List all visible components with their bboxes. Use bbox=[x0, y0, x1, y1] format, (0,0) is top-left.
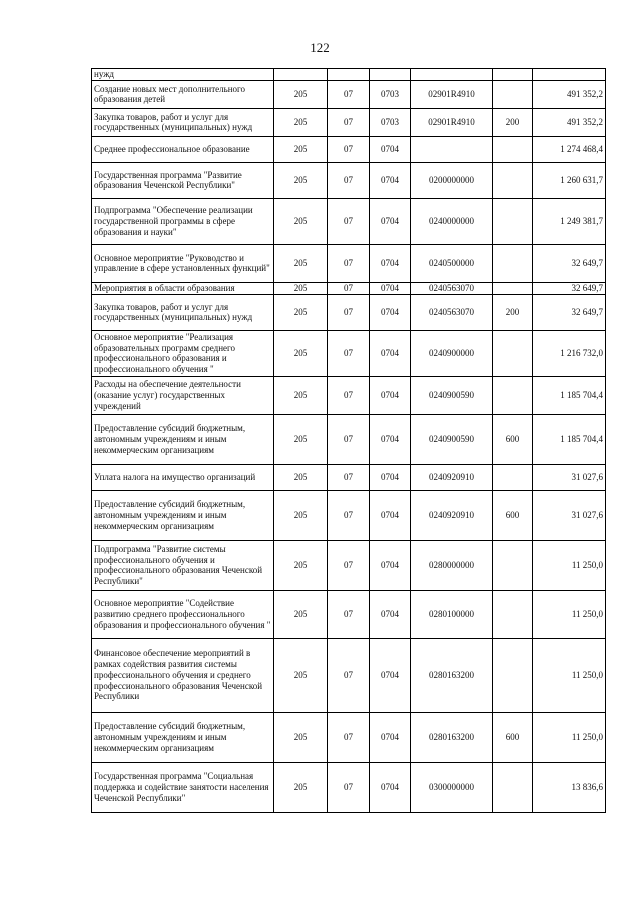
cell-amount: 32 649,7 bbox=[533, 244, 606, 282]
cell-item-name: Предоставление субсидий бюджетным, автономным учреждениям и иным некоммерческим организациям bbox=[92, 414, 274, 464]
cell-target-article bbox=[411, 69, 493, 81]
cell-admin-code: 205 bbox=[274, 294, 328, 330]
table-row bbox=[92, 162, 606, 198]
cell-section: 07 bbox=[328, 162, 370, 198]
cell-amount: 11 250,0 bbox=[533, 590, 606, 638]
cell-item-name: Финансовое обеспечение мероприятий в рамках содействия развития системы профессионального обучения и среднего профессионального образования Чеченской Республики bbox=[92, 638, 274, 712]
cell-expense-type: 600 bbox=[493, 490, 533, 540]
cell-admin-code: 205 bbox=[274, 330, 328, 376]
cell-subsection: 0704 bbox=[370, 294, 411, 330]
cell-expense-type bbox=[493, 464, 533, 490]
cell-target-article: 0240900590 bbox=[411, 414, 493, 464]
cell-item-name: нужд bbox=[92, 69, 274, 81]
cell-target-article: 0240563070 bbox=[411, 282, 493, 294]
cell-subsection: 0703 bbox=[370, 108, 411, 136]
cell-subsection: 0704 bbox=[370, 540, 411, 590]
cell-amount: 1 185 704,4 bbox=[533, 414, 606, 464]
cell-target-article: 0240920910 bbox=[411, 490, 493, 540]
cell-amount: 32 649,7 bbox=[533, 294, 606, 330]
cell-section: 07 bbox=[328, 294, 370, 330]
cell-item-name: Создание новых мест дополнительного образования детей bbox=[92, 80, 274, 108]
cell-amount: 31 027,6 bbox=[533, 490, 606, 540]
budget-table bbox=[91, 68, 606, 813]
cell-amount: 1 274 468,4 bbox=[533, 136, 606, 162]
table-row bbox=[92, 464, 606, 490]
cell-target-article: 0240920910 bbox=[411, 464, 493, 490]
cell-subsection: 0703 bbox=[370, 80, 411, 108]
cell-target-article: 02901R4910 bbox=[411, 80, 493, 108]
cell-expense-type bbox=[493, 136, 533, 162]
cell-expense-type bbox=[493, 80, 533, 108]
cell-target-article: 0240900000 bbox=[411, 330, 493, 376]
cell-expense-type bbox=[493, 638, 533, 712]
cell-section: 07 bbox=[328, 282, 370, 294]
cell-item-name: Предоставление субсидий бюджетным, автономным учреждениям и иным некоммерческим организациям bbox=[92, 712, 274, 762]
cell-target-article: 0300000000 bbox=[411, 762, 493, 812]
cell-target-article: 0200000000 bbox=[411, 162, 493, 198]
cell-section: 07 bbox=[328, 414, 370, 464]
cell-admin-code: 205 bbox=[274, 244, 328, 282]
cell-section bbox=[328, 69, 370, 81]
cell-item-name: Расходы на обеспечение деятельности (оказание услуг) государственных учреждений bbox=[92, 376, 274, 414]
cell-amount: 11 250,0 bbox=[533, 540, 606, 590]
cell-amount: 11 250,0 bbox=[533, 638, 606, 712]
cell-amount: 491 352,2 bbox=[533, 108, 606, 136]
page-number: 122 bbox=[310, 40, 330, 55]
cell-item-name: Государственная программа "Социальная поддержка и содействие занятости населения Чеченской Республики" bbox=[92, 762, 274, 812]
cell-admin-code: 205 bbox=[274, 108, 328, 136]
cell-amount: 1 249 381,7 bbox=[533, 198, 606, 244]
cell-expense-type: 200 bbox=[493, 294, 533, 330]
cell-section: 07 bbox=[328, 108, 370, 136]
cell-section: 07 bbox=[328, 136, 370, 162]
cell-expense-type bbox=[493, 330, 533, 376]
cell-target-article: 0240000000 bbox=[411, 198, 493, 244]
cell-subsection: 0704 bbox=[370, 414, 411, 464]
cell-item-name: Основное мероприятие "Содействие развитию среднего профессионального образования и профессионального обучения " bbox=[92, 590, 274, 638]
cell-admin-code: 205 bbox=[274, 540, 328, 590]
table-row bbox=[92, 490, 606, 540]
cell-subsection: 0704 bbox=[370, 136, 411, 162]
cell-target-article bbox=[411, 136, 493, 162]
cell-amount bbox=[533, 69, 606, 81]
cell-section: 07 bbox=[328, 376, 370, 414]
table-row bbox=[92, 590, 606, 638]
cell-target-article: 0280163200 bbox=[411, 638, 493, 712]
table-row bbox=[92, 282, 606, 294]
cell-target-article: 0280163200 bbox=[411, 712, 493, 762]
cell-admin-code: 205 bbox=[274, 414, 328, 464]
table-row bbox=[92, 136, 606, 162]
cell-section: 07 bbox=[328, 762, 370, 812]
cell-expense-type bbox=[493, 198, 533, 244]
table-row bbox=[92, 69, 606, 81]
cell-admin-code: 205 bbox=[274, 762, 328, 812]
cell-item-name: Подпрограмма "Развитие системы профессионального обучения и профессионального образования Чеченской Республики" bbox=[92, 540, 274, 590]
cell-subsection: 0704 bbox=[370, 330, 411, 376]
cell-target-article: 0280000000 bbox=[411, 540, 493, 590]
cell-subsection: 0704 bbox=[370, 638, 411, 712]
table-row bbox=[92, 638, 606, 712]
cell-expense-type bbox=[493, 540, 533, 590]
cell-admin-code: 205 bbox=[274, 282, 328, 294]
cell-admin-code: 205 bbox=[274, 638, 328, 712]
cell-section: 07 bbox=[328, 490, 370, 540]
cell-expense-type bbox=[493, 244, 533, 282]
cell-expense-type: 600 bbox=[493, 414, 533, 464]
cell-section: 07 bbox=[328, 244, 370, 282]
cell-subsection: 0704 bbox=[370, 244, 411, 282]
cell-subsection: 0704 bbox=[370, 376, 411, 414]
table-row bbox=[92, 80, 606, 108]
table-row bbox=[92, 198, 606, 244]
cell-subsection: 0704 bbox=[370, 712, 411, 762]
cell-section: 07 bbox=[328, 638, 370, 712]
cell-admin-code bbox=[274, 69, 328, 81]
table-row bbox=[92, 330, 606, 376]
cell-amount: 491 352,2 bbox=[533, 80, 606, 108]
cell-target-article: 0280100000 bbox=[411, 590, 493, 638]
cell-admin-code: 205 bbox=[274, 590, 328, 638]
cell-amount: 32 649,7 bbox=[533, 282, 606, 294]
cell-section: 07 bbox=[328, 590, 370, 638]
cell-subsection: 0704 bbox=[370, 162, 411, 198]
table-row bbox=[92, 414, 606, 464]
cell-expense-type bbox=[493, 162, 533, 198]
cell-amount: 11 250,0 bbox=[533, 712, 606, 762]
cell-admin-code: 205 bbox=[274, 198, 328, 244]
table-row bbox=[92, 244, 606, 282]
cell-amount: 1 216 732,0 bbox=[533, 330, 606, 376]
cell-admin-code: 205 bbox=[274, 162, 328, 198]
cell-item-name: Предоставление субсидий бюджетным, автономным учреждениям и иным некоммерческим организациям bbox=[92, 490, 274, 540]
cell-subsection: 0704 bbox=[370, 464, 411, 490]
cell-item-name: Закупка товаров, работ и услуг для государственных (муниципальных) нужд bbox=[92, 294, 274, 330]
cell-expense-type bbox=[493, 590, 533, 638]
cell-admin-code: 205 bbox=[274, 376, 328, 414]
cell-admin-code: 205 bbox=[274, 464, 328, 490]
cell-subsection: 0704 bbox=[370, 282, 411, 294]
cell-item-name: Мероприятия в области образования bbox=[92, 282, 274, 294]
table-row bbox=[92, 108, 606, 136]
cell-admin-code: 205 bbox=[274, 490, 328, 540]
cell-subsection: 0704 bbox=[370, 762, 411, 812]
cell-admin-code: 205 bbox=[274, 80, 328, 108]
table-row bbox=[92, 540, 606, 590]
cell-expense-type: 200 bbox=[493, 108, 533, 136]
cell-expense-type bbox=[493, 69, 533, 81]
cell-expense-type bbox=[493, 762, 533, 812]
cell-item-name: Среднее профессиональное образование bbox=[92, 136, 274, 162]
cell-subsection: 0704 bbox=[370, 490, 411, 540]
cell-target-article: 0240900590 bbox=[411, 376, 493, 414]
cell-item-name: Государственная программа "Развитие образования Чеченской Республики" bbox=[92, 162, 274, 198]
cell-subsection bbox=[370, 69, 411, 81]
cell-item-name: Основное мероприятие "Реализация образовательных программ среднего профессионального образования и профессионального обучения " bbox=[92, 330, 274, 376]
cell-target-article: 0240563070 bbox=[411, 294, 493, 330]
cell-item-name: Основное мероприятие "Руководство и управление в сфере установленных функций" bbox=[92, 244, 274, 282]
cell-subsection: 0704 bbox=[370, 198, 411, 244]
cell-subsection: 0704 bbox=[370, 590, 411, 638]
cell-section: 07 bbox=[328, 198, 370, 244]
cell-amount: 1 185 704,4 bbox=[533, 376, 606, 414]
cell-admin-code: 205 bbox=[274, 712, 328, 762]
cell-section: 07 bbox=[328, 80, 370, 108]
cell-amount: 1 260 631,7 bbox=[533, 162, 606, 198]
cell-section: 07 bbox=[328, 712, 370, 762]
cell-expense-type bbox=[493, 376, 533, 414]
table-row bbox=[92, 712, 606, 762]
cell-expense-type: 600 bbox=[493, 712, 533, 762]
table-row bbox=[92, 376, 606, 414]
cell-item-name: Закупка товаров, работ и услуг для государственных (муниципальных) нужд bbox=[92, 108, 274, 136]
table-row bbox=[92, 294, 606, 330]
cell-amount: 31 027,6 bbox=[533, 464, 606, 490]
cell-section: 07 bbox=[328, 464, 370, 490]
cell-expense-type bbox=[493, 282, 533, 294]
cell-section: 07 bbox=[328, 330, 370, 376]
cell-admin-code: 205 bbox=[274, 136, 328, 162]
cell-amount: 13 836,6 bbox=[533, 762, 606, 812]
cell-section: 07 bbox=[328, 540, 370, 590]
cell-target-article: 0240500000 bbox=[411, 244, 493, 282]
cell-target-article: 02901R4910 bbox=[411, 108, 493, 136]
cell-item-name: Уплата налога на имущество организаций bbox=[92, 464, 274, 490]
cell-item-name: Подпрограмма "Обеспечение реализации государственной программы в сфере образования и науки" bbox=[92, 198, 274, 244]
budget-table-body bbox=[92, 69, 606, 813]
table-row bbox=[92, 762, 606, 812]
